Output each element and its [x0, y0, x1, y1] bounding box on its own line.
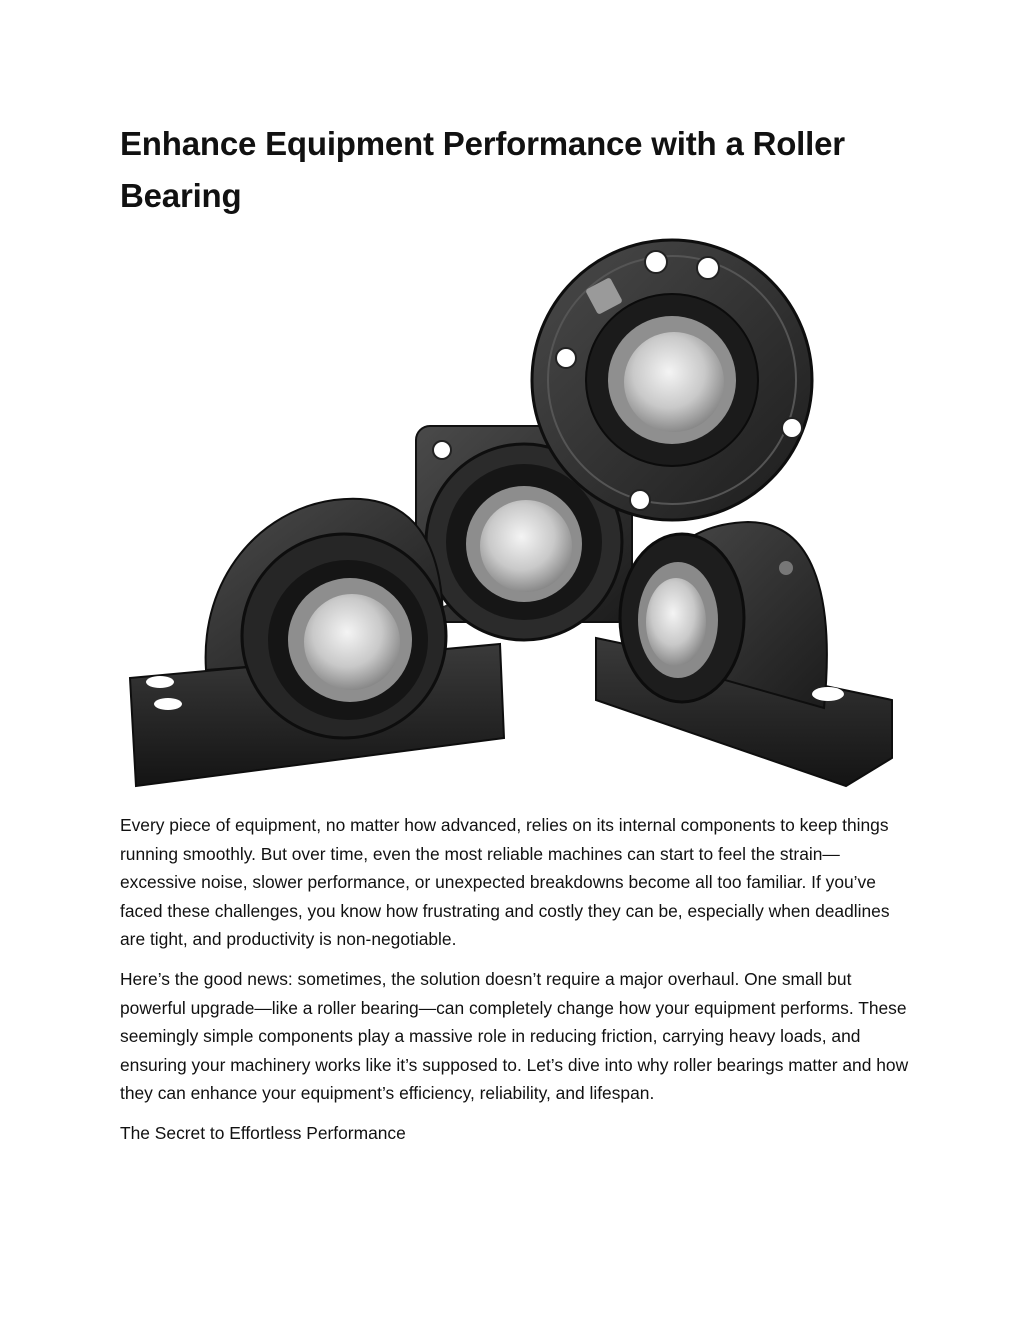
pillow-block-right	[596, 522, 892, 786]
article-body	[120, 811, 910, 1148]
bearing-photo	[120, 238, 904, 798]
body-paragraph-2: Here’s the good news: sometimes, the solution doesn’t require a major overhaul. One small but powerful upgrade—like a roller bearing—can completely change how your equipment performs. These seemingly simple components play a massive role in reducing friction, carrying heavy loads, and ensuring your machinery works like it’s supposed to. Let’s dive into why roller bearings matter and how they can enhance your equipment’s efficiency, reliability, and lifespan.	[120, 968, 909, 1104]
bearing-illustration	[120, 238, 904, 798]
page-title: Enhance Equipment Performance with a Roller Bearing	[120, 125, 845, 214]
body-paragraph-1: Every piece of equipment, no matter how advanced, relies on its internal components to keep things running smoothly. But over time, even the most reliable machines can start to feel the strain—excessive noise, slower performance, or unexpected breakdowns become all too familiar. If you’ve faced these challenges, you know how frustrating and costly they can be, especially when deadlines are tight, and productivity is non-negotiable.	[120, 815, 890, 950]
document-page	[120, 118, 910, 222]
round-flange-bearing	[532, 240, 812, 520]
section-subheading: The Secret to Effortless Performance	[120, 1122, 406, 1143]
